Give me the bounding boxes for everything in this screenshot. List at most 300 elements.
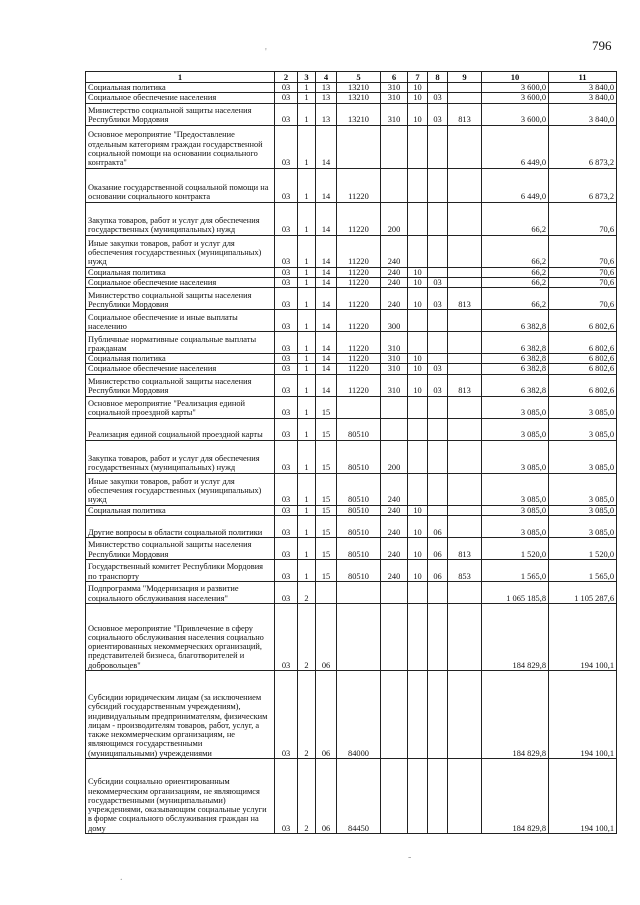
table-cell [337,582,381,604]
table-cell: 1 [298,235,316,267]
table-cell: 6 873,2 [549,168,617,202]
table-cell: 66,2 [482,267,549,277]
table-cell: 3 085,0 [482,418,549,440]
table-cell: 03 [275,288,298,310]
table-cell: 06 [316,671,337,759]
table-cell: 1 [298,93,316,103]
table-row [86,235,617,267]
table-cell: 6 873,2 [549,125,617,168]
table-cell: 11220 [337,202,381,235]
table-cell: 80510 [337,560,381,582]
table-cell: 200 [381,202,408,235]
table-cell: 06 [316,759,337,834]
table-cell: 03 [275,505,298,515]
table-cell: 10 [408,83,428,93]
table-cell: 6 382,8 [482,374,549,396]
table-cell [381,168,408,202]
table-cell: 03 [275,374,298,396]
table-cell: 10 [408,288,428,310]
table-cell: 03 [275,440,298,473]
table-cell [428,267,448,277]
table-cell: 15 [316,396,337,418]
table-cell [408,473,428,505]
table-cell: 03 [275,759,298,834]
table-cell: 1 [298,277,316,287]
row-name-cell: Подпрограмма "Модернизация и развитие социального обслуживания населения" [86,582,275,604]
row-name-cell: Субсидии социально ориентированным некоммерческим организациям, не являющимся государственными (муниципальными) учреждениями, оказывающим социальные услуги в форме социального обслуживания граждан на дому [86,759,275,834]
table-cell: 1 [298,418,316,440]
table-cell: 06 [428,560,448,582]
table-row [86,440,617,473]
table-cell [337,125,381,168]
table-cell [448,505,482,515]
table-cell: 310 [381,103,408,125]
table-cell: 03 [275,267,298,277]
table-cell: 03 [428,103,448,125]
table-cell: 03 [428,364,448,374]
table-cell: 6 382,8 [482,332,549,354]
table-cell: 3 840,0 [549,83,617,93]
row-name-cell: Основное мероприятие "Предоставление отдельным категориям граждан государственной социальной помощи на основании социального контракта" [86,125,275,168]
table-row [86,538,617,560]
budget-table [85,71,617,834]
table-cell: 3 085,0 [482,505,549,515]
table-cell: 14 [316,235,337,267]
table-cell: 1 [298,364,316,374]
table-cell [428,759,448,834]
table-cell [428,671,448,759]
table-cell: 6 802,6 [549,374,617,396]
col-header: 4 [316,72,337,83]
table-cell: 80510 [337,505,381,515]
table-row [86,267,617,277]
table-row [86,671,617,759]
table-cell: 184 829,8 [482,671,549,759]
table-cell [381,418,408,440]
table-cell: 03 [275,310,298,332]
table-cell [408,396,428,418]
row-name-cell: Социальное обеспечение и иные выплаты населению [86,310,275,332]
table-cell: 200 [381,440,408,473]
table-cell [448,418,482,440]
table-cell: 03 [275,582,298,604]
table-cell: 03 [275,538,298,560]
row-name-cell: Государственный комитет Республики Мордовия по транспорту [86,560,275,582]
table-cell: 1 565,0 [549,560,617,582]
row-name-cell: Реализация единой социальной проездной карты [86,418,275,440]
table-cell: 813 [448,538,482,560]
table-cell: 6 449,0 [482,125,549,168]
table-cell [428,83,448,93]
table-cell: 15 [316,560,337,582]
table-cell: 14 [316,267,337,277]
table-cell: 03 [275,364,298,374]
table-cell: 03 [275,516,298,538]
table-cell: 14 [316,310,337,332]
table-cell: 6 382,8 [482,354,549,364]
table-row [86,168,617,202]
table-cell: 240 [381,473,408,505]
table-cell [448,83,482,93]
table-cell: 1 [298,354,316,364]
table-cell [428,125,448,168]
table-cell: 80510 [337,516,381,538]
table-cell: 80510 [337,473,381,505]
table-cell: 1 [298,83,316,93]
table-row [86,288,617,310]
table-cell: 10 [408,93,428,103]
table-row [86,560,617,582]
table-cell [448,125,482,168]
table-cell: 1 [298,374,316,396]
table-cell: 66,2 [482,277,549,287]
table-cell: 13 [316,93,337,103]
col-header: 6 [381,72,408,83]
table-cell: 15 [316,516,337,538]
col-header: 1 [86,72,275,83]
row-name-cell: Публичные нормативные социальные выплаты гражданам [86,332,275,354]
table-cell: 1 105 287,6 [549,582,617,604]
table-row [86,396,617,418]
table-cell [428,396,448,418]
table-cell: 1 [298,288,316,310]
table-cell: 11220 [337,277,381,287]
table-row [86,582,617,604]
table-cell: 240 [381,560,408,582]
table-cell: 3 085,0 [549,516,617,538]
table-cell [381,396,408,418]
table-cell: 240 [381,505,408,515]
table-cell: 14 [316,332,337,354]
table-cell: 240 [381,277,408,287]
table-cell: 240 [381,235,408,267]
table-cell [448,354,482,364]
table-cell: 3 600,0 [482,103,549,125]
table-cell: 14 [316,374,337,396]
table-cell: 14 [316,288,337,310]
table-cell [448,604,482,671]
row-name-cell: Основное мероприятие "Реализация единой социальной проездной карты" [86,396,275,418]
table-cell: 194 100,1 [549,759,617,834]
table-cell: 10 [408,538,428,560]
col-header: 3 [298,72,316,83]
row-name-cell: Социальная политика [86,505,275,515]
table-row [86,354,617,364]
table-cell: 194 100,1 [549,671,617,759]
table-cell: 3 085,0 [549,418,617,440]
row-name-cell: Оказание государственной социальной помощи на основании социального контракта [86,168,275,202]
table-cell: 13210 [337,93,381,103]
row-name-cell: Субсидии юридическим лицам (за исключением субсидий государственным учреждениям), индивидуальным предпринимателям, физическим лицам - производителям товаров, работ, услуг, а также некоммерческим организациям, не являющимся государственными (муниципальными) учреждениями [86,671,275,759]
table-row [86,83,617,93]
table-cell: 66,2 [482,288,549,310]
table-cell: 66,2 [482,202,549,235]
table-cell: 3 085,0 [549,396,617,418]
table-cell: 1 [298,516,316,538]
table-cell: 300 [381,310,408,332]
table-cell [448,332,482,354]
table-cell: 3 840,0 [549,103,617,125]
table-row [86,516,617,538]
table-cell [448,516,482,538]
table-cell: 06 [316,604,337,671]
table-cell: 853 [448,560,482,582]
table-row [86,473,617,505]
table-cell: 15 [316,418,337,440]
table-cell: 11220 [337,168,381,202]
table-cell [428,168,448,202]
table-cell [448,235,482,267]
table-cell: 11220 [337,332,381,354]
table-cell: 240 [381,516,408,538]
table-cell: 14 [316,277,337,287]
table-cell: 10 [408,364,428,374]
table-cell: 240 [381,538,408,560]
row-name-cell: Социальная политика [86,83,275,93]
table-cell: 3 085,0 [482,440,549,473]
table-cell [448,93,482,103]
table-cell: 184 829,8 [482,759,549,834]
table-cell [428,310,448,332]
col-header: 10 [482,72,549,83]
table-cell: 03 [275,560,298,582]
table-cell: 15 [316,505,337,515]
table-cell: 11220 [337,288,381,310]
table-cell: 813 [448,374,482,396]
row-name-cell: Социальное обеспечение населения [86,93,275,103]
table-cell: 3 085,0 [549,440,617,473]
table-cell [381,604,408,671]
table-cell: 310 [381,364,408,374]
col-header: 7 [408,72,428,83]
table-cell [448,759,482,834]
table-cell: 13210 [337,103,381,125]
table-cell: 10 [408,267,428,277]
table-cell: 70,6 [549,202,617,235]
table-cell: 03 [275,168,298,202]
table-row [86,505,617,515]
table-cell: 6 382,8 [482,364,549,374]
table-cell [428,505,448,515]
table-cell: 2 [298,671,316,759]
table-cell [448,671,482,759]
table-cell: 1 [298,505,316,515]
table-cell: 15 [316,440,337,473]
table-cell: 3 600,0 [482,93,549,103]
table-cell: 11220 [337,374,381,396]
table-cell [448,473,482,505]
table-cell [428,332,448,354]
col-header: 8 [428,72,448,83]
table-cell: 10 [408,516,428,538]
table-row [86,759,617,834]
table-cell [337,604,381,671]
scan-mark: ' [265,47,267,58]
table-cell [408,440,428,473]
row-name-cell: Иные закупки товаров, работ и услуг для обеспечения государственных (муниципальных) нужд [86,235,275,267]
table-cell: 6 802,6 [549,332,617,354]
table-cell: 310 [381,354,408,364]
table-cell [448,396,482,418]
table-cell [408,235,428,267]
table-cell: 2 [298,759,316,834]
table-cell [337,396,381,418]
table-cell: 6 449,0 [482,168,549,202]
table-cell: 03 [275,277,298,287]
row-name-cell: Закупка товаров, работ и услуг для обеспечения государственных (муниципальных) нужд [86,440,275,473]
table-cell: 70,6 [549,267,617,277]
table-cell: 3 840,0 [549,93,617,103]
table-cell: 03 [275,396,298,418]
table-cell: 1 [298,125,316,168]
table-cell: 03 [275,103,298,125]
scan-mark: - [408,852,412,863]
table-cell: 84450 [337,759,381,834]
table-cell: 11220 [337,364,381,374]
table-cell: 15 [316,473,337,505]
table-cell: 11220 [337,235,381,267]
table-cell: 13 [316,83,337,93]
table-cell [408,168,428,202]
table-cell [448,168,482,202]
table-cell: 80510 [337,418,381,440]
table-cell: 1 [298,332,316,354]
table-cell: 3 085,0 [549,505,617,515]
table-cell: 6 802,6 [549,364,617,374]
table-cell [448,202,482,235]
table-cell: 14 [316,125,337,168]
table-cell: 310 [381,332,408,354]
table-cell [381,759,408,834]
table-cell [428,354,448,364]
table-cell: 1 [298,168,316,202]
row-name-cell: Иные закупки товаров, работ и услуг для обеспечения государственных (муниципальных) нужд [86,473,275,505]
table-cell: 813 [448,288,482,310]
table-cell: 70,6 [549,288,617,310]
table-cell [408,418,428,440]
table-cell: 3 600,0 [482,83,549,93]
table-cell: 11220 [337,267,381,277]
table-cell: 03 [275,604,298,671]
table-cell: 2 [298,604,316,671]
table-row [86,103,617,125]
table-cell: 03 [275,332,298,354]
table-cell: 1 [298,267,316,277]
table-cell: 3 085,0 [549,473,617,505]
row-name-cell: Другие вопросы в области социальной политики [86,516,275,538]
table-cell: 03 [428,277,448,287]
table-cell: 240 [381,288,408,310]
table-cell: 310 [381,83,408,93]
table-cell: 6 802,6 [549,354,617,364]
table-cell [428,440,448,473]
table-cell: 14 [316,168,337,202]
table-cell: 1 [298,538,316,560]
table-cell [316,582,337,604]
table-cell: 1 [298,310,316,332]
table-cell [428,202,448,235]
table-cell: 13210 [337,83,381,93]
table-cell: 03 [275,83,298,93]
table-cell: 1 [298,560,316,582]
table-cell: 2 [298,582,316,604]
table-cell: 310 [381,374,408,396]
table-cell [381,125,408,168]
row-name-cell: Социальное обеспечение населения [86,364,275,374]
scan-mark: . [120,872,123,883]
table-cell [428,604,448,671]
table-row [86,125,617,168]
row-name-cell: Социальное обеспечение населения [86,277,275,287]
table-cell: 1 [298,440,316,473]
table-cell [408,604,428,671]
table-cell [381,671,408,759]
table-cell: 10 [408,374,428,396]
table-cell: 1 520,0 [482,538,549,560]
table-cell: 10 [408,103,428,125]
col-header: 9 [448,72,482,83]
table-cell [448,582,482,604]
table-cell: 14 [316,202,337,235]
row-name-cell: Министерство социальной защиты населения Республики Мордовия [86,538,275,560]
table-cell [448,310,482,332]
table-cell: 66,2 [482,235,549,267]
table-cell: 06 [428,516,448,538]
table-cell [448,440,482,473]
table-cell: 84000 [337,671,381,759]
table-cell: 3 085,0 [482,516,549,538]
table-header-row [86,72,617,83]
table-cell [408,310,428,332]
table-cell [408,759,428,834]
table-cell [408,125,428,168]
table-cell: 1 065 185,8 [482,582,549,604]
table-cell: 3 085,0 [482,473,549,505]
table-cell: 03 [428,93,448,103]
table-cell [448,267,482,277]
table-cell: 310 [381,93,408,103]
table-cell: 1 [298,396,316,418]
table-cell [428,582,448,604]
table-cell [448,364,482,374]
table-cell: 06 [428,538,448,560]
table-cell: 1 [298,103,316,125]
table-cell: 03 [275,418,298,440]
table-cell: 03 [428,288,448,310]
row-name-cell: Социальная политика [86,354,275,364]
page-number: 796 [592,38,612,53]
row-name-cell: Основное мероприятие "Привлечение в сферу социального обслуживания населения социально ориентированных некоммерческих организаций, представителей бизнеса, благотворителей и добровольцев" [86,604,275,671]
table-cell: 03 [428,374,448,396]
table-cell: 1 [298,473,316,505]
col-header: 5 [337,72,381,83]
table-cell: 70,6 [549,235,617,267]
table-cell: 03 [275,125,298,168]
table-cell: 03 [275,93,298,103]
table-cell [408,332,428,354]
table-cell: 03 [275,671,298,759]
table-row [86,374,617,396]
table-row [86,332,617,354]
table-row [86,364,617,374]
table-cell: 03 [275,235,298,267]
table-row [86,93,617,103]
table-cell [448,277,482,287]
table-cell [381,582,408,604]
table-cell: 10 [408,354,428,364]
table-cell: 11220 [337,310,381,332]
table-cell: 1 565,0 [482,560,549,582]
